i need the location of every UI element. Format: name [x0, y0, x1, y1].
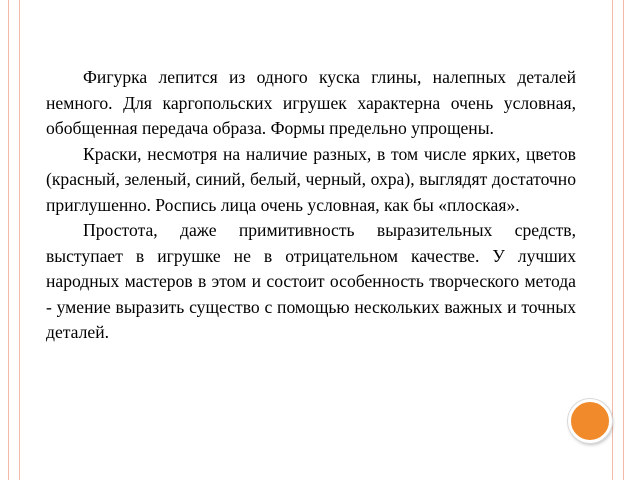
left-frame-border	[8, 0, 20, 480]
paragraph-1: Фигурка лепится из одного куска глины, налепных деталей немного. Для каргопольских игрушек характерна очень условная, обобщенная передача образа. Формы предельно упрощены.	[46, 67, 576, 138]
decorative-circle-icon	[568, 399, 612, 443]
right-frame-border	[612, 0, 624, 480]
paragraph-3: Простота, даже примитивность выразительных средств, выступает в игрушке не в отрицательном качестве. У лучших народных мастеров в этом и состоит особенность творческого метода - умение выразить существо с помощью нескольких важных и точных деталей.	[46, 220, 576, 342]
body-text	[46, 65, 576, 346]
paragraph-2: Краски, несмотря на наличие разных, в том числе ярких, цветов (красный, зеленый, синий, белый, черный, охра), выглядят достаточно приглушенно. Роспись лица очень условная, как бы «плоская».	[46, 143, 576, 215]
